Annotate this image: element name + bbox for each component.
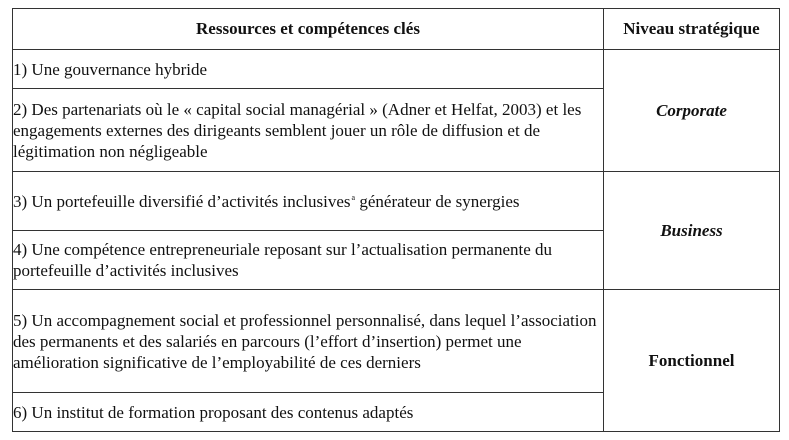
level-fonctionnel: Fonctionnel [604,290,780,432]
header-resources: Ressources et compétences clés [13,9,604,50]
resource-item-3-text-end: générateur de synergies [355,191,520,211]
resource-item-6: 6) Un institut de formation proposant des contenus adaptés [13,393,604,432]
table-header-row [13,9,780,50]
resource-item-3 [13,172,604,231]
resources-levels-table [12,8,780,432]
table-row [13,50,780,89]
level-business: Business [604,172,780,290]
resource-item-2: 2) Des partenariats où le « capital social managérial » (Adner et Helfat, 2003) et les engagements externes des dirigeants semblent jouer un rôle de diffusion et de légitimation non négligeable [13,89,604,172]
table-row [13,172,780,231]
resource-item-5: 5) Un accompagnement social et professionnel personnalisé, dans lequel l’association des permanents et des salariés en parcours (l’effort d’insertion) permet une amélioration significative de l’employabilité de ces derniers [13,290,604,393]
table-row [13,290,780,393]
level-corporate: Corporate [604,50,780,172]
footnote-marker: a [351,192,356,202]
resource-item-4: 4) Une compétence entrepreneuriale reposant sur l’actualisation permanente du portefeuille d’activités inclusives [13,231,604,290]
resource-item-3-text: 3) Un portefeuille diversifié d’activités inclusives [13,191,351,211]
resource-item-1: 1) Une gouvernance hybride [13,50,604,89]
header-level: Niveau stratégique [604,9,780,50]
